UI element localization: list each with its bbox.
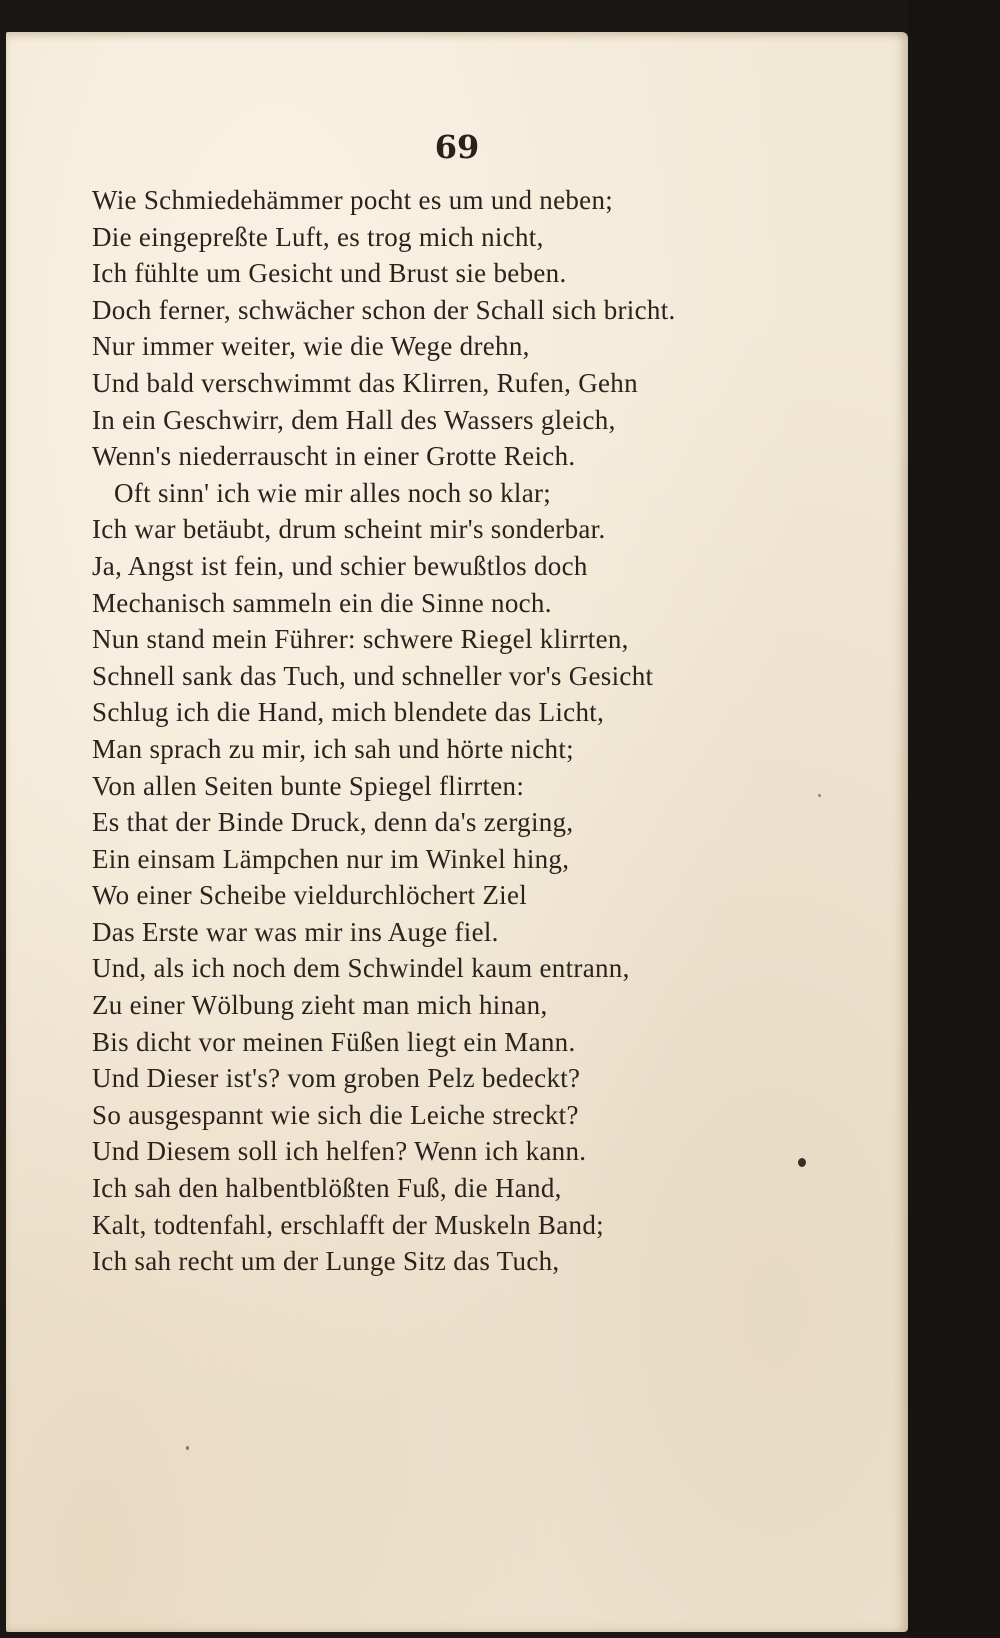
paper-speck (186, 1446, 189, 1450)
poem-line: Und Diesem soll ich helfen? Wenn ich kann. (92, 1136, 587, 1167)
poem-line: Ich war betäubt, drum scheint mir's sonderbar. (92, 514, 606, 545)
poem-line: Bis dicht vor meinen Füßen liegt ein Mann. (92, 1026, 576, 1057)
poem-line: Schnell sank das Tuch, und schneller vor's Gesicht (92, 660, 654, 691)
poem-line: Man sprach zu mir, ich sah und hörte nicht; (92, 733, 574, 764)
poem-line: Wie Schmiedehämmer pocht es um und neben; (92, 185, 614, 215)
poem-line: Wenn's niederrauscht in einer Grotte Reich. (92, 441, 576, 472)
poem-line: Von allen Seiten bunte Spiegel flirrten: (92, 770, 525, 801)
poem-line: Nun stand mein Führer: schwere Riegel klirrten, (92, 624, 629, 655)
poem-line: Und Dieser ist's? vom groben Pelz bedeckt? (92, 1063, 581, 1094)
poem-line: Und bald verschwimmt das Klirren, Rufen, Gehn (92, 367, 638, 398)
poem-line: Nur immer weiter, wie die Wege drehn, (92, 331, 530, 362)
poem-line: Ja, Angst ist fein, und schier bewußtlos doch (92, 550, 588, 581)
poem-line: Kalt, todtenfahl, erschlafft der Muskeln Band; (92, 1209, 604, 1240)
poem-line: Wo einer Scheibe vieldurchlöchert Ziel (92, 880, 528, 911)
poem-line: Ein einsam Lämpchen nur im Winkel hing, (92, 843, 570, 874)
poem-line: Ich fühlte um Gesicht und Brust sie beben. (92, 258, 567, 289)
poem-line: Zu einer Wölbung zieht man mich hinan, (92, 990, 548, 1021)
paper-speck (798, 1158, 806, 1167)
poem-line: So ausgespannt wie sich die Leiche streckt? (92, 1099, 579, 1130)
poem-line: Und, als ich noch dem Schwindel kaum entrann, (92, 953, 630, 984)
poem-line: Oft sinn' ich wie mir alles noch so klar; (114, 477, 552, 508)
page-number: 69 (434, 128, 480, 166)
poem-line: Ich sah den halbentblößten Fuß, die Hand, (92, 1173, 562, 1204)
poem-line: Schlug ich die Hand, mich blendete das Licht, (92, 697, 605, 728)
poem-line: Doch ferner, schwächer schon der Schall sich bricht. (92, 294, 676, 325)
poem-text (92, 182, 892, 1280)
poem-line: Das Erste war was mir ins Auge fiel. (92, 916, 499, 947)
poem-line: Die eingepreßte Luft, es trog mich nicht, (92, 221, 544, 252)
poem-line: Ich sah recht um der Lunge Sitz das Tuch, (92, 1246, 560, 1277)
paper-speck (818, 794, 821, 797)
poem-line: Es that der Binde Druck, denn da's zerging, (92, 807, 574, 838)
background-edge (908, 0, 1000, 1638)
poem-line: In ein Geschwirr, dem Hall des Wassers gleich, (92, 404, 616, 435)
poem-line: Mechanisch sammeln ein die Sinne noch. (92, 587, 552, 618)
book-page (6, 32, 908, 1632)
